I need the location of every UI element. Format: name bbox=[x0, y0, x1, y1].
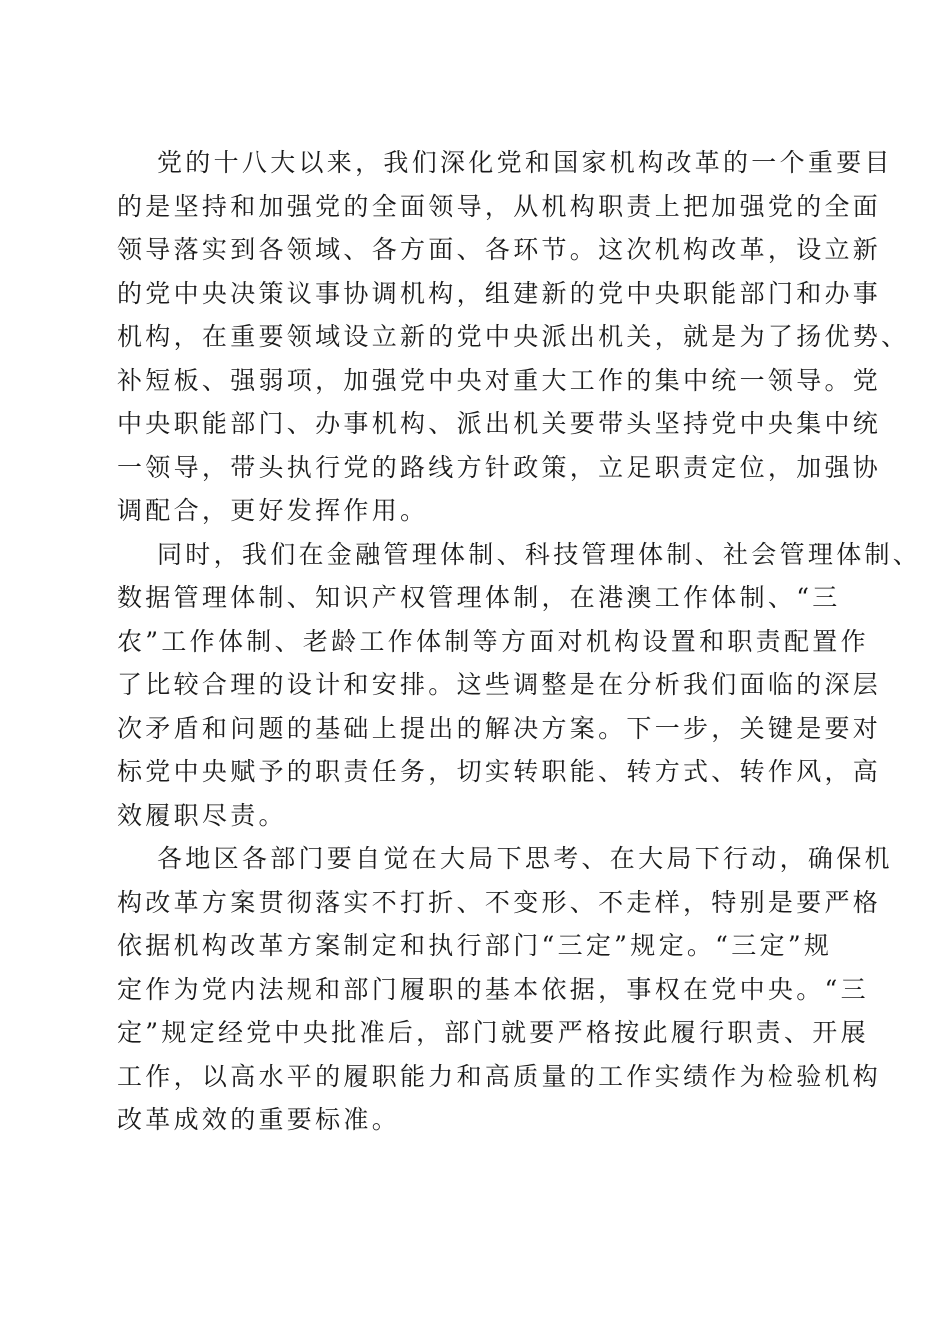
text-line: 数据管理体制、知识产权管理体制，在港澳工作体制、“三 bbox=[117, 583, 841, 612]
text-line: 机构，在重要领域设立新的党中央派出机关，就是为了扬优势、 bbox=[117, 322, 910, 351]
text-line: 党的十八大以来，我们深化党和国家机构改革的一个重要目 bbox=[157, 148, 893, 177]
text-line: 工作，以高水平的履职能力和高质量的工作实绩作为检验机构 bbox=[117, 1061, 882, 1091]
text-line: 的是坚持和加强党的全面领导，从机构职责上把加强党的全面 bbox=[117, 191, 882, 221]
text-line: 调配合，更好发挥作用。 bbox=[117, 496, 429, 525]
paragraph-1 bbox=[117, 141, 910, 533]
paragraph-2 bbox=[117, 533, 922, 838]
text-line: 一领导，带头执行党的路线方针政策，立足职责定位，加强协 bbox=[117, 452, 882, 482]
text-line: 效履职尽责。 bbox=[117, 800, 287, 830]
text-line: 农”工作体制、老龄工作体制等方面对机构设置和职责配置作 bbox=[117, 626, 869, 656]
text-line: 定”规定经党中央批准后，部门就要严格按此履行职责、开展 bbox=[117, 1018, 869, 1047]
text-line: 标党中央赋予的职责任务，切实转职能、转方式、转作风，高 bbox=[117, 757, 882, 786]
text-line: 的党中央决策议事协调机构，组建新的党中央职能部门和办事 bbox=[117, 278, 882, 308]
text-line: 各地区各部门要自觉在大局下思考、在大局下行动，确保机 bbox=[157, 844, 893, 873]
paragraph-3 bbox=[117, 837, 893, 1142]
text-line: 次矛盾和问题的基础上提出的解决方案。下一步，关键是要对 bbox=[117, 713, 882, 743]
document-body bbox=[117, 141, 922, 1142]
text-line: 改革成效的重要标准。 bbox=[117, 1105, 401, 1134]
text-line: 同时，我们在金融管理体制、科技管理体制、社会管理体制、 bbox=[157, 539, 922, 569]
text-line: 了比较合理的设计和安排。这些调整是在分析我们面临的深层 bbox=[117, 670, 882, 699]
text-line: 构改革方案贯彻落实不打折、不变形、不走样，特别是要严格 bbox=[117, 887, 882, 917]
text-line: 补短板、强弱项，加强党中央对重大工作的集中统一领导。党 bbox=[117, 365, 882, 395]
text-line: 领导落实到各领域、各方面、各环节。这次机构改革，设立新 bbox=[117, 235, 882, 264]
text-line: 依据机构改革方案制定和执行部门“三定”规定。“三定”规 bbox=[117, 931, 833, 960]
text-line: 定作为党内法规和部门履职的基本依据，事权在党中央。“三 bbox=[117, 974, 869, 1004]
text-line: 中央职能部门、办事机构、派出机关要带头坚持党中央集中统 bbox=[117, 409, 882, 438]
